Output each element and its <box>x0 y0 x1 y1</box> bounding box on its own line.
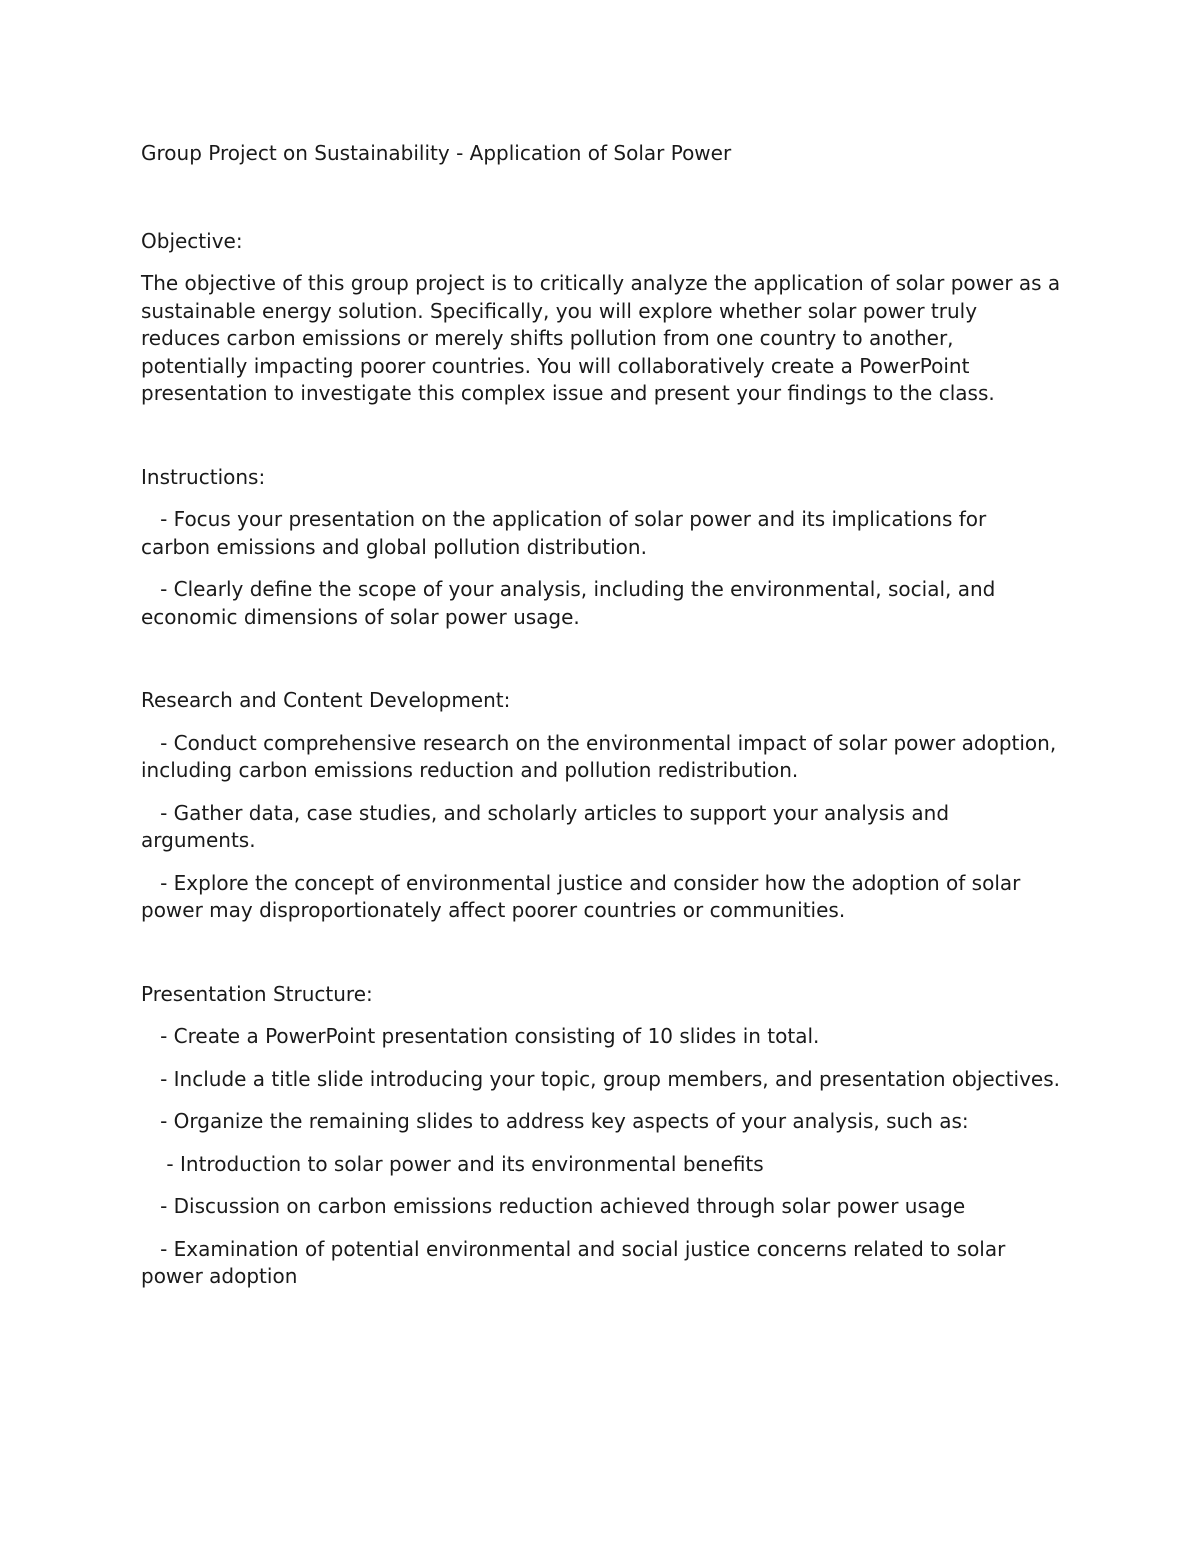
research-item: - Gather data, case studies, and scholarly articles to support your analysis and arguments. <box>141 800 950 852</box>
structure-subitem: - Discussion on carbon emissions reduction achieved through solar power usage <box>141 1194 966 1218</box>
instructions-heading: Instructions: <box>141 464 266 489</box>
structure-heading: Presentation Structure: <box>141 981 373 1006</box>
structure-item: - Create a PowerPoint presentation consisting of 10 slides in total. <box>141 1024 820 1048</box>
instructions-item: - Focus your presentation on the application of solar power and its implications for carbon emissions and global pollution distribution. <box>141 507 987 559</box>
structure-item: - Include a title slide introducing your topic, group members, and presentation objectives. <box>141 1066 1060 1091</box>
document-page <box>141 140 1061 1291</box>
research-item: - Explore the concept of environmental justice and consider how the adoption of solar power may disproportionately affect poorer countries or communities. <box>141 870 1021 922</box>
research-heading: Research and Content Development: <box>141 688 511 712</box>
document-title: Group Project on Sustainability - Application of Solar Power <box>141 141 732 165</box>
instructions-section <box>141 464 1061 632</box>
structure-section <box>141 981 1061 1291</box>
objective-section <box>141 228 1061 408</box>
instructions-item: - Clearly define the scope of your analysis, including the environmental, social, and economic dimensions of solar power usage. <box>141 577 996 629</box>
structure-subitem: - Introduction to solar power and its environmental benefits <box>141 1151 764 1176</box>
structure-subitem: - Examination of potential environmental and social justice concerns related to solar power adoption <box>141 1236 1006 1288</box>
objective-heading: Objective: <box>141 228 243 253</box>
research-item: - Conduct comprehensive research on the environmental impact of solar power adoption, including carbon emissions reduction and pollution redistribution. <box>141 730 1057 782</box>
structure-item: - Organize the remaining slides to address key aspects of your analysis, such as: <box>141 1109 969 1133</box>
objective-paragraph: The objective of this group project is to critically analyze the application of solar power as a sustainable energy solution. Specifically, you will explore whether solar power truly reduces carbon emissions or merely shifts pollution from one country to another, potentially impacting poorer countries. You will collaboratively create a PowerPoint presentation to investigate this complex issue and present your findings to the class. <box>141 271 1061 405</box>
research-section <box>141 687 1061 925</box>
